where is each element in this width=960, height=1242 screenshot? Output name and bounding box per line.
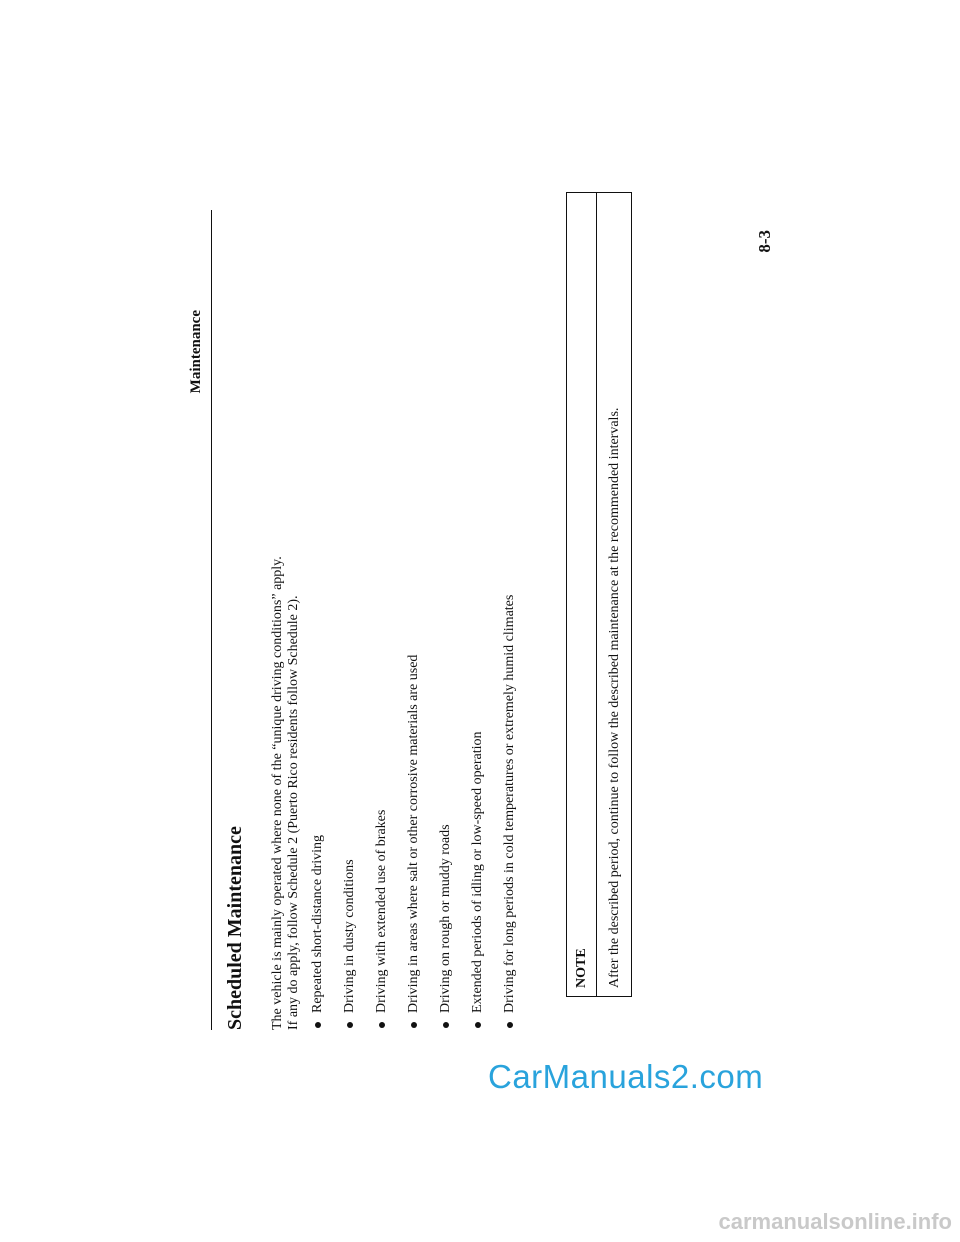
- bullet-icon: [507, 1022, 513, 1028]
- intro-line: If any do apply, follow Schedule 2 (Puerto Rico residents follow Schedule 2).: [286, 595, 301, 1030]
- bullet-icon: [443, 1022, 449, 1028]
- list-item: [438, 595, 470, 1030]
- bullet-icon: [475, 1022, 481, 1028]
- bullet-icon: [347, 1022, 353, 1028]
- intro-paragraph: [270, 556, 302, 1030]
- bullet-icon: [379, 1022, 385, 1028]
- note-box: [566, 192, 632, 997]
- list-item-text: Extended periods of idling or low-speed operation: [470, 731, 485, 1013]
- page-number: 8-3: [755, 230, 774, 253]
- list-item-text: Driving with extended use of brakes: [374, 809, 389, 1013]
- page-title: Scheduled Maintenance: [224, 826, 246, 1030]
- list-item: [374, 595, 406, 1030]
- list-item: [342, 595, 374, 1030]
- list-item: [470, 595, 502, 1030]
- list-item-text: Driving for long periods in cold temperatures or extremely humid climates: [502, 594, 517, 1013]
- bullet-icon: [315, 1022, 321, 1028]
- list-item: [502, 595, 534, 1030]
- conditions-list: [310, 595, 534, 1030]
- note-heading: NOTE: [567, 193, 597, 996]
- list-item-text: Driving on rough or muddy roads: [438, 824, 453, 1013]
- rotated-page: [188, 210, 774, 1030]
- note-text: After the described period, continue to follow the described maintenance at the recommended intervals.: [607, 407, 622, 988]
- section-title: Maintenance: [188, 310, 204, 394]
- list-item-text: Driving in dusty conditions: [342, 859, 357, 1013]
- header-rule: [211, 210, 212, 1030]
- list-item: [406, 595, 438, 1030]
- carmanualsonline-watermark: carmanualsonline.info: [718, 1209, 952, 1234]
- intro-line: The vehicle is mainly operated where none of the “unique driving conditions” apply.: [270, 556, 285, 1030]
- list-item: [310, 595, 342, 1030]
- list-item-text: Repeated short-distance driving: [310, 834, 325, 1013]
- bullet-icon: [411, 1022, 417, 1028]
- list-item-text: Driving in areas where salt or other corrosive materials are used: [406, 654, 421, 1013]
- carmanuals2-watermark: CarManuals2.com: [488, 1058, 764, 1095]
